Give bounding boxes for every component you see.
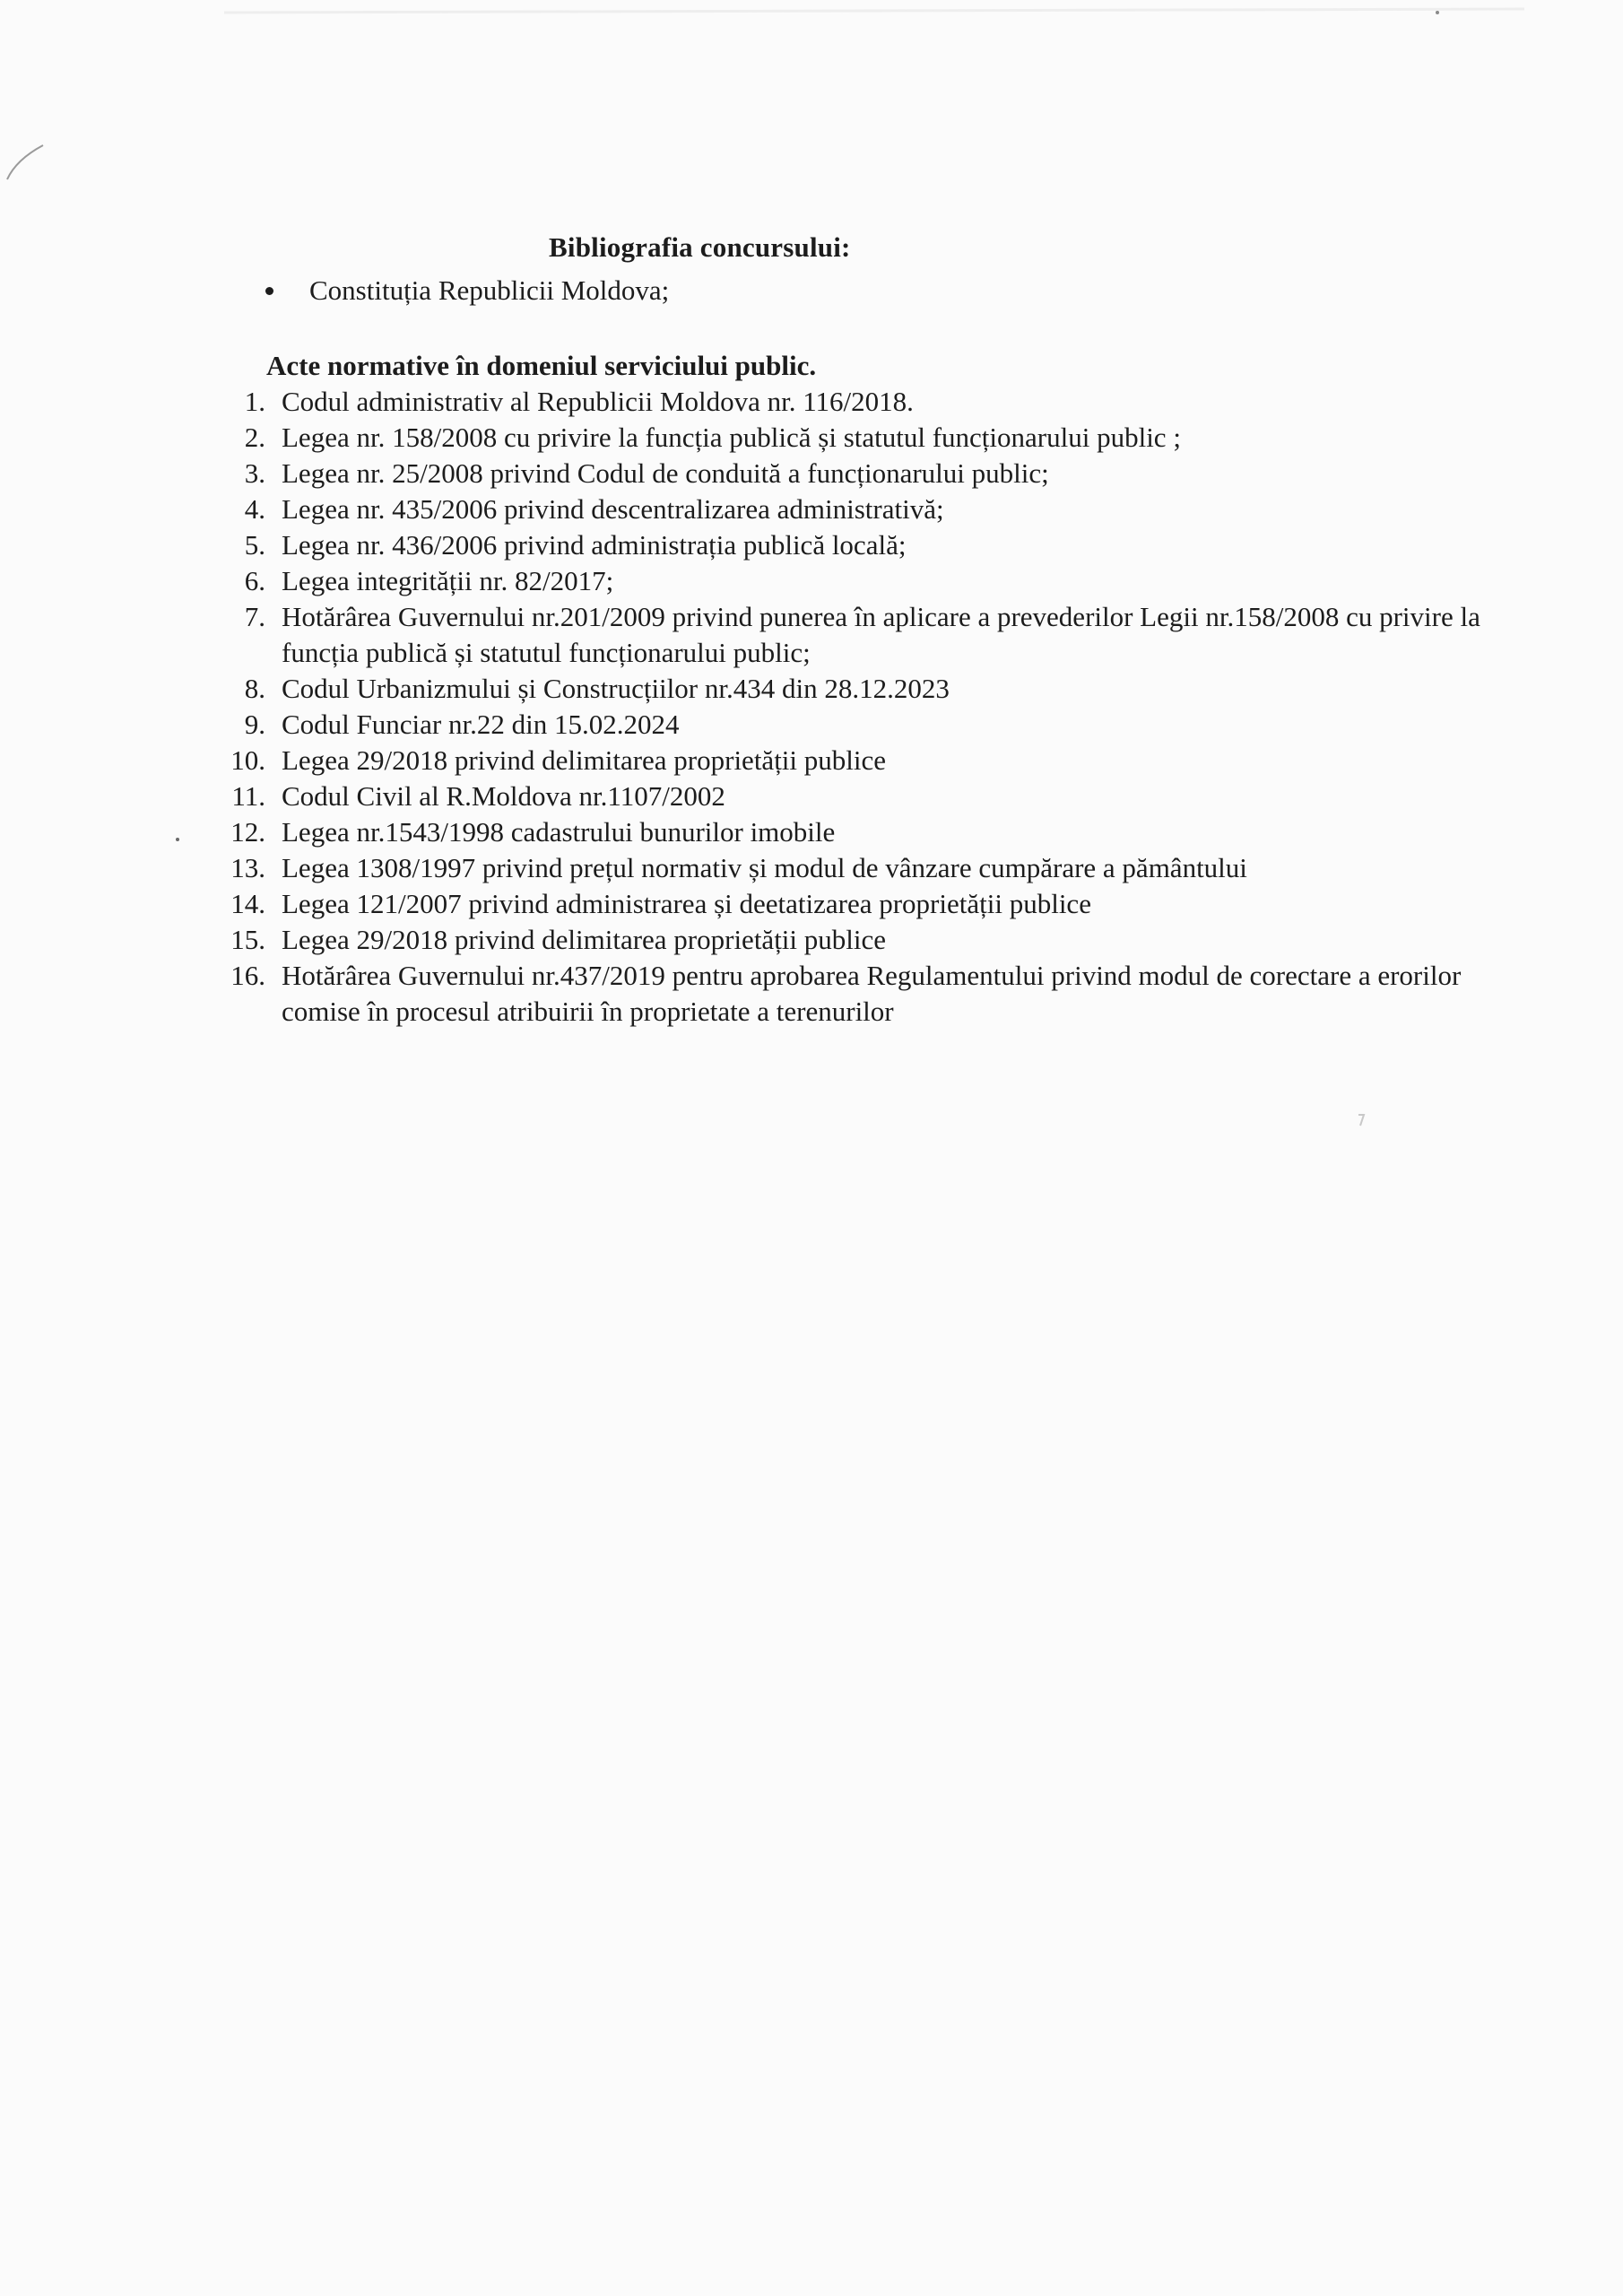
list-item-number: 2. (244, 422, 265, 453)
list-item-text: Codul administrativ al Republicii Moldova nr. 116/2018. (282, 386, 914, 417)
list-item (206, 527, 1533, 563)
page-title: Bibliografia concursului: (549, 231, 851, 263)
bullet-item (265, 274, 669, 307)
list-item-text: Legea 121/2007 privind administrarea și deetatizarea proprietății publice (282, 888, 1091, 919)
bullet-icon (265, 287, 273, 295)
section-heading: Acte normative în domeniul serviciului public. (266, 350, 817, 381)
list-item-text: Legea nr. 158/2008 cu privire la funcția publică și statutul funcționarului public ; (282, 422, 1181, 453)
list-item (206, 778, 1533, 814)
list-item (206, 886, 1533, 922)
list-item-number: 13. (230, 852, 265, 883)
list-item-text: Legea integrității nr. 82/2017; (282, 565, 614, 596)
list-item (206, 743, 1533, 778)
list-item-text: Hotărârea Guvernului nr.437/2019 pentru aprobarea Regulamentului privind modul de corectare a erorilor comise în procesul atribuirii în proprietate a terenurilor (282, 960, 1462, 1027)
list-item-text: Codul Funciar nr.22 din 15.02.2024 (282, 709, 680, 740)
list-item-number: 10. (230, 744, 265, 776)
list-item-text: Legea 1308/1997 privind prețul normativ și modul de vânzare cumpărare a pământului (282, 852, 1247, 883)
list-item (206, 563, 1533, 599)
list-item-text: Legea 29/2018 privind delimitarea proprietății publice (282, 924, 887, 955)
list-item-number: 14. (230, 888, 265, 919)
list-item-text: Legea nr. 25/2008 privind Codul de conduită a funcționarului public; (282, 457, 1049, 489)
list-item (206, 814, 1533, 850)
list-item-text: Codul Civil al R.Moldova nr.1107/2002 (282, 780, 725, 812)
list-item (206, 456, 1533, 491)
list-item-number: 9. (244, 709, 265, 740)
list-item (206, 384, 1533, 420)
list-item-text: Codul Urbanizmului și Construcțiilor nr.434 din 28.12.2023 (282, 673, 950, 704)
list-item-number: 4. (244, 493, 265, 525)
list-item-number: 6. (244, 565, 265, 596)
list-item-number: 11. (231, 780, 265, 812)
list-item-number: 3. (244, 457, 265, 489)
list-item-text: Hotărârea Guvernului nr.201/2009 privind punerea în aplicare a prevederilor Legii nr.158/2008 cu privire la funcția publică și statutul funcționarului public; (282, 601, 1480, 668)
list-item-number: 16. (230, 960, 265, 991)
list-item-number: 1. (244, 386, 265, 417)
list-item (206, 922, 1533, 958)
list-item (206, 958, 1533, 1030)
list-item (206, 707, 1533, 743)
list-item-number: 12. (230, 816, 265, 848)
list-item (206, 850, 1533, 886)
list-item (206, 671, 1533, 707)
numbered-list (206, 384, 1533, 1030)
list-item (206, 491, 1533, 527)
bullet-item-text: Constituția Republicii Moldova; (309, 274, 670, 306)
list-item (206, 420, 1533, 456)
list-item-number: 5. (244, 529, 265, 561)
list-item-text: Legea nr.1543/1998 cadastrului bunurilor imobile (282, 816, 836, 848)
list-item-number: 8. (244, 673, 265, 704)
list-item (206, 599, 1533, 671)
list-item-text: Legea nr. 436/2006 privind administrația publică locală; (282, 529, 907, 561)
list-item-number: 15. (230, 924, 265, 955)
list-item-text: Legea 29/2018 privind delimitarea proprietății publice (282, 744, 887, 776)
list-item-text: Legea nr. 435/2006 privind descentralizarea administrativă; (282, 493, 944, 525)
list-item-number: 7. (244, 601, 265, 632)
